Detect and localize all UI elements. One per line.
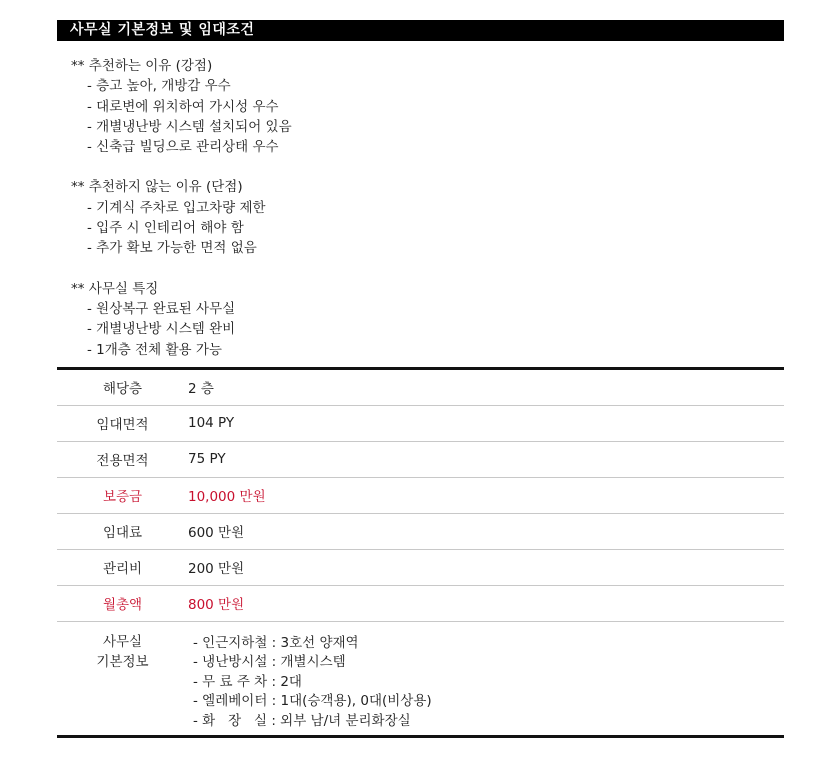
table-row-monthly-total [57, 586, 784, 622]
basic-info-details [188, 622, 432, 732]
exclusive-area-value: 75 PY [188, 451, 226, 468]
lease-terms-table [57, 367, 784, 738]
weakness-item: - 입주 시 인테리어 해야 함 [87, 220, 244, 237]
rent-value: 600 만원 [188, 525, 245, 542]
monthly-total-value: 800 만원 [188, 597, 245, 614]
section-title: 사무실 기본정보 및 임대조건 [57, 20, 784, 41]
restroom-info: - 화 장 실 : 외부 남/녀 분리화장실 [193, 712, 411, 729]
lease-area-label: 임대면적 [96, 417, 149, 434]
floor-label: 해당층 [102, 381, 143, 398]
basic-info-label [57, 622, 188, 672]
strengths-heading: ** 추천하는 이유 (강점) [71, 58, 213, 74]
weakness-item: - 추가 확보 가능한 면적 없음 [87, 240, 257, 257]
deposit-value: 10,000 만원 [188, 489, 266, 506]
weaknesses-section [71, 177, 784, 258]
table-row-rent [57, 514, 784, 550]
exclusive-area-label: 전용면적 [96, 453, 149, 470]
basic-info-label-line: 기본정보 [96, 653, 149, 670]
table-row-basic-info [57, 622, 784, 735]
rent-label: 임대료 [102, 525, 143, 542]
features-section [71, 279, 784, 360]
weakness-item: - 기계식 주차로 입고차량 제한 [87, 199, 266, 216]
table-row-exclusive-area [57, 442, 784, 478]
basic-info-label-line: 사무실 [102, 633, 143, 650]
table-row-floor [57, 370, 784, 406]
strength-item: - 층고 높아, 개방감 우수 [87, 78, 231, 95]
maintenance-value: 200 만원 [188, 561, 245, 578]
parking-info: - 무 료 주 차 : 2대 [193, 673, 302, 690]
feature-item: - 개별냉난방 시스템 완비 [87, 321, 236, 338]
table-row-lease-area [57, 406, 784, 442]
strength-item: - 개별냉난방 시스템 설치되어 있음 [87, 118, 292, 135]
office-info-sheet [57, 20, 784, 738]
monthly-total-label: 월총액 [102, 597, 143, 614]
hvac-info: - 냉난방시설 : 개별시스템 [193, 654, 346, 671]
weaknesses-heading: ** 추천하지 않는 이유 (단점) [71, 179, 243, 196]
table-row-maintenance [57, 550, 784, 586]
table-row-deposit [57, 478, 784, 514]
strength-item: - 대로변에 위치하여 가시성 우수 [87, 98, 279, 115]
subway-info: - 인근지하철 : 3호선 양재역 [193, 634, 359, 651]
floor-value: 2 층 [188, 381, 214, 398]
feature-item: - 1개층 전체 활용 가능 [87, 341, 222, 358]
maintenance-label: 관리비 [102, 561, 143, 578]
features-heading: ** 사무실 특징 [71, 280, 159, 297]
lease-area-value: 104 PY [188, 415, 235, 432]
feature-item: - 원상복구 완료된 사무실 [87, 300, 236, 317]
notes [57, 41, 784, 360]
strengths-section [71, 56, 784, 157]
elevator-info: - 엘레베이터 : 1대(승객용), 0대(비상용) [193, 693, 432, 710]
deposit-label: 보증금 [102, 489, 143, 506]
strength-item: - 신축급 빌딩으로 관리상태 우수 [87, 139, 279, 156]
